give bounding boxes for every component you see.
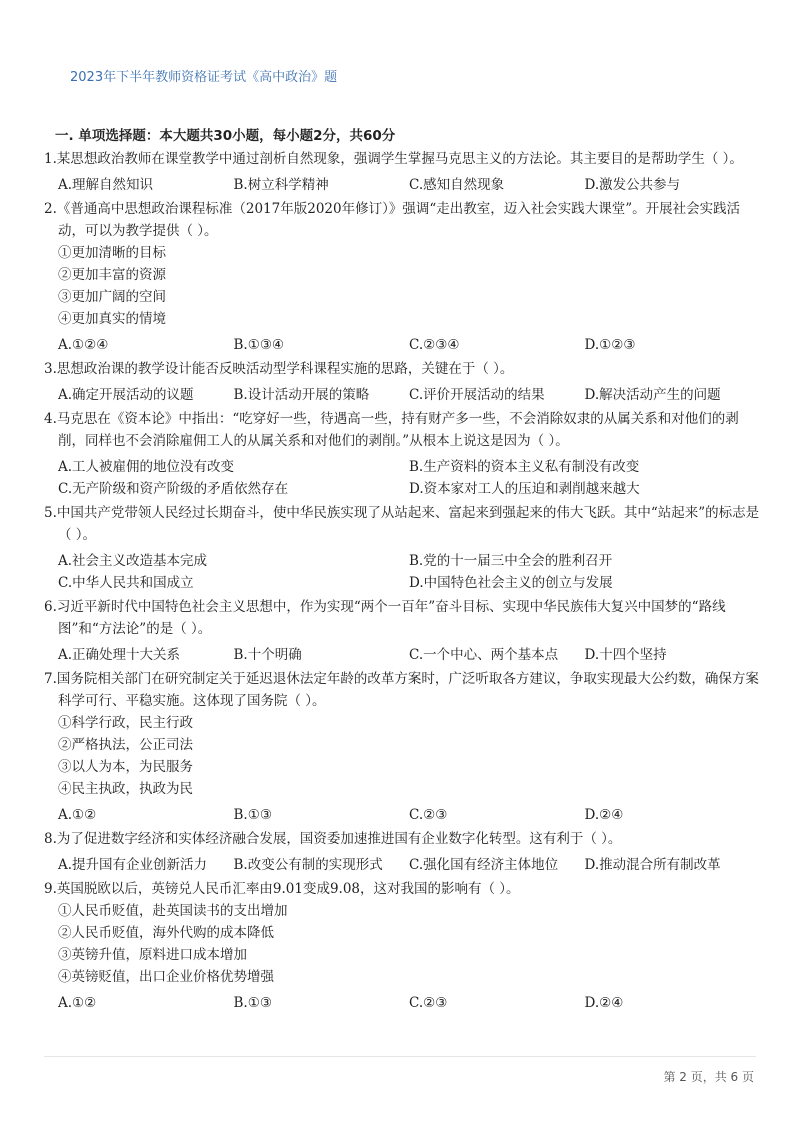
question-statement: ①科学行政，民主行政 bbox=[58, 715, 193, 731]
answer-option: B.党的十一届三中全会的胜利召开 bbox=[409, 553, 613, 569]
question-stem: 3.思想政治课的教学设计能否反映活动型学科课程实施的思路，关键在于（ ）。 bbox=[44, 361, 514, 377]
question-stem: 2.《普通高中思想政治课程标准（2017年版2020年修订）》强调“走出教室，迈入社会实践大课堂”。开展社会实践活动，可以为教学提供（ ）。 bbox=[44, 201, 741, 239]
answer-option: A.①② bbox=[58, 995, 97, 1011]
question-2 bbox=[44, 198, 760, 356]
option-row bbox=[44, 174, 760, 196]
answer-option: D.资本家对工人的压迫和剥削越来越大 bbox=[409, 481, 640, 497]
question-3 bbox=[44, 358, 760, 406]
answer-option: A.正确处理十大关系 bbox=[58, 647, 181, 663]
option-row bbox=[44, 550, 760, 594]
answer-option: C.一个中心、两个基本点 bbox=[409, 647, 559, 663]
question-9 bbox=[44, 878, 760, 1014]
question-5 bbox=[44, 502, 760, 594]
answer-option: B.十个明确 bbox=[233, 647, 302, 663]
question-6 bbox=[44, 596, 760, 666]
option-row bbox=[44, 644, 760, 666]
option-row bbox=[44, 334, 760, 356]
question-list bbox=[44, 148, 760, 1016]
question-stem: 6.习近平新时代中国特色社会主义思想中，作为实现“两个一百年”奋斗目标、实现中华民族伟大复兴中国梦的“路线图”和“方法论”的是（ ）。 bbox=[44, 599, 726, 637]
answer-option: D.十四个坚持 bbox=[584, 647, 667, 663]
question-stem: 4.马克思在《资本论》中指出：“吃穿好一些，待遇高一些，持有财产多一些，不会消除奴隶的从属关系和对他们的剥削，同样也不会消除雇佣工人的从属关系和对他们的剥削。”从根本上说这是因为（ ）。 bbox=[44, 411, 739, 449]
answer-option: C.中华人民共和国成立 bbox=[58, 575, 194, 591]
question-statement: ④民主执政，执政为民 bbox=[58, 781, 193, 797]
answer-option: C.②③④ bbox=[409, 337, 460, 353]
question-statement: ③更加广阔的空间 bbox=[58, 289, 166, 305]
question-7 bbox=[44, 668, 760, 826]
question-stem: 7.国务院相关部门在研究制定关于延迟退休法定年龄的改革方案时，广泛听取各方建议，争取实现最大公约数，确保方案科学可行、平稳实施。这体现了国务院（ ）。 bbox=[44, 671, 759, 709]
answer-option: B.①③④ bbox=[233, 337, 285, 353]
document-title: 2023年下半年教师资格证考试《高中政治》题 bbox=[70, 70, 338, 85]
question-statement: ①人民币贬值，赴英国读书的支出增加 bbox=[58, 903, 288, 919]
question-stem: 9.英国脱欧以后，英镑兑人民币汇率由9.01变成9.08，这对我国的影响有（ ）。 bbox=[44, 881, 520, 897]
footer-divider bbox=[44, 1056, 756, 1057]
question-stem: 1.某思想政治教师在课堂教学中通过剖析自然现象，强调学生掌握马克思主义的方法论。其主要目的是帮助学生（ ）。 bbox=[44, 151, 743, 167]
option-row bbox=[44, 456, 760, 500]
answer-option: D.②④ bbox=[584, 807, 624, 823]
answer-option: A.确定开展活动的议题 bbox=[58, 387, 194, 403]
answer-option: C.评价开展活动的结果 bbox=[409, 387, 545, 403]
question-statement: ③以人为本，为民服务 bbox=[58, 759, 193, 775]
answer-option: A.①② bbox=[58, 807, 97, 823]
answer-option: B.设计活动开展的策略 bbox=[233, 387, 370, 403]
question-statement: ③英镑升值，原料进口成本增加 bbox=[58, 947, 247, 963]
answer-option: D.激发公共参与 bbox=[584, 177, 681, 193]
answer-option: C.②③ bbox=[409, 807, 448, 823]
option-row bbox=[44, 384, 760, 406]
answer-option: D.①②③ bbox=[584, 337, 636, 353]
answer-option: A.①②④ bbox=[58, 337, 109, 353]
question-statement: ②严格执法，公正司法 bbox=[58, 737, 193, 753]
question-stem: 8.为了促进数字经济和实体经济融合发展，国资委加速推进国有企业数字化转型。这有利于（ ）。 bbox=[44, 831, 622, 847]
question-8 bbox=[44, 828, 760, 876]
question-statement: ④更加真实的情境 bbox=[58, 311, 166, 327]
answer-option: C.②③ bbox=[409, 995, 448, 1011]
answer-option: B.①③ bbox=[233, 807, 272, 823]
question-4 bbox=[44, 408, 760, 500]
answer-option: C.无产阶级和资产阶级的矛盾依然存在 bbox=[58, 481, 289, 497]
answer-option: C.强化国有经济主体地位 bbox=[409, 857, 559, 873]
question-1 bbox=[44, 148, 760, 196]
question-statement: ④英镑贬值，出口企业价格优势增强 bbox=[58, 969, 274, 985]
answer-option: C.感知自然现象 bbox=[409, 177, 505, 193]
answer-option: D.推动混合所有制改革 bbox=[584, 857, 721, 873]
option-row bbox=[44, 854, 760, 876]
answer-option: B.树立科学精神 bbox=[233, 177, 329, 193]
answer-option: A.理解自然知识 bbox=[58, 177, 154, 193]
answer-option: D.中国特色社会主义的创立与发展 bbox=[409, 575, 613, 591]
question-statement: ①更加清晰的目标 bbox=[58, 245, 166, 261]
answer-option: D.解决活动产生的问题 bbox=[584, 387, 721, 403]
answer-option: A.提升国有企业创新活力 bbox=[58, 857, 208, 873]
answer-option: A.工人被雇佣的地位没有改变 bbox=[58, 459, 235, 475]
question-statement: ②更加丰富的资源 bbox=[58, 267, 166, 283]
answer-option: B.①③ bbox=[233, 995, 272, 1011]
answer-option: B.生产资料的资本主义私有制没有改变 bbox=[409, 459, 640, 475]
option-row bbox=[44, 804, 760, 826]
option-row bbox=[44, 992, 760, 1014]
question-stem: 5.中国共产党带领人民经过长期奋斗，使中华民族实现了从站起来、富起来到强起来的伟大飞跃。其中“站起来”的标志是（ ）。 bbox=[44, 505, 760, 543]
answer-option: D.②④ bbox=[584, 995, 624, 1011]
page-number: 第 2 页，共 6 页 bbox=[663, 1070, 754, 1084]
answer-option: A.社会主义改造基本完成 bbox=[58, 553, 208, 569]
answer-option: B.改变公有制的实现形式 bbox=[233, 857, 383, 873]
section-title: 一. 单项选择题：本大题共30小题，每小题2分，共60分 bbox=[55, 128, 396, 144]
question-statement: ②人民币贬值，海外代购的成本降低 bbox=[58, 925, 274, 941]
